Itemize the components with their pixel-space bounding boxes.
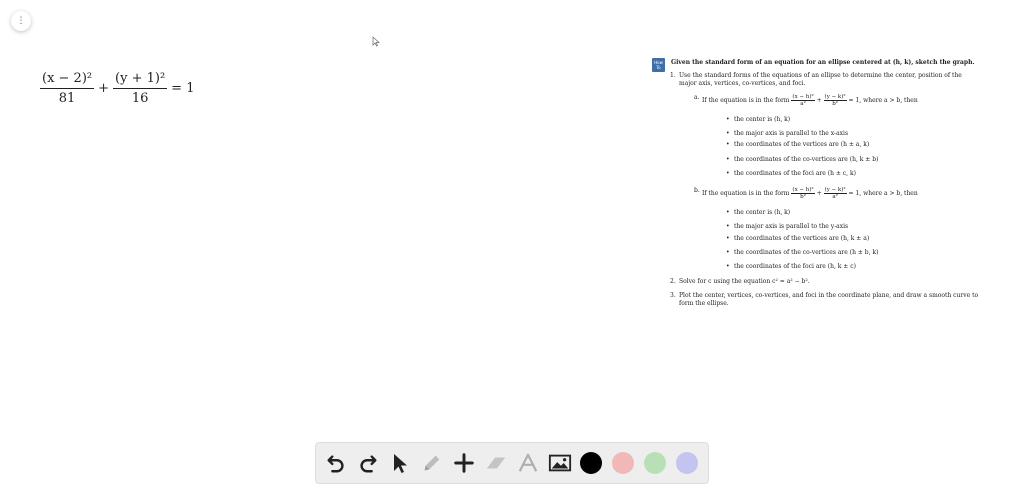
bullet-item: • the coordinates of the foci are (h ± c, k) — [734, 170, 856, 177]
bullet-item: • the center is (h, k) — [734, 209, 790, 216]
ellipse-equation — [40, 71, 198, 106]
substep-suffix: = 1, where a > b, then — [848, 190, 918, 197]
mouse-cursor-icon — [372, 36, 380, 47]
step-text: Use the standard forms of the equations of an ellipse to determine the center, position of the major axis, vertices, co-vertices, and foci. — [679, 72, 962, 87]
select-tool-button[interactable] — [388, 451, 412, 475]
color-swatch-black[interactable] — [580, 452, 602, 474]
bullet-item: • the coordinates of the vertices are (h, k ± a) — [734, 235, 869, 242]
color-swatch-pink[interactable] — [612, 452, 634, 474]
fraction-numerator: (y − k)² — [824, 94, 846, 100]
substep-prefix: If the equation is in the form — [702, 97, 790, 104]
panel-title: Given the standard form of an equation for an ellipse centered at (h, k), sketch the graph. — [671, 59, 975, 66]
undo-icon — [325, 452, 347, 474]
step-text: Solve for c using the equation c² = a² − b². — [679, 278, 810, 285]
image-tool-button[interactable] — [548, 451, 572, 475]
how-to-icon-text: How — [654, 60, 663, 65]
plus-sign: + — [816, 97, 822, 104]
fraction-denominator: b² — [800, 194, 806, 200]
step-text: Plot the center, vertices, co-vertices, and foci in the coordinate plane, and draw a smooth curve to form the ellipse. — [679, 292, 979, 307]
drawing-toolbar — [315, 442, 709, 484]
fraction-numerator: (y + 1)² — [113, 71, 167, 89]
bullet-item: • the major axis is parallel to the x-axis — [734, 130, 848, 137]
add-button[interactable] — [452, 451, 476, 475]
bullet-item: • the coordinates of the foci are (h, k ± c) — [734, 263, 856, 270]
image-icon — [548, 452, 572, 474]
bullet-item: • the coordinates of the vertices are (h ± a, k) — [734, 141, 869, 148]
fraction-denominator: a² — [800, 101, 806, 107]
form-fraction-2 — [824, 94, 847, 107]
step-number: 2. — [670, 278, 676, 285]
equals-one: = 1 — [171, 81, 195, 96]
pencil-icon — [421, 452, 443, 474]
menu-button[interactable]: ⋮ — [11, 11, 31, 31]
form-fraction-2 — [824, 187, 847, 200]
bullet-item: • the major axis is parallel to the y-axis — [734, 223, 848, 230]
redo-button[interactable] — [356, 451, 380, 475]
fraction-numerator: (x − 2)² — [40, 71, 94, 89]
fraction-numerator: (x − h)² — [792, 94, 814, 100]
how-to-icon — [652, 58, 665, 72]
plus-sign: + — [816, 190, 822, 197]
fraction-y-term — [113, 71, 167, 106]
fraction-numerator: (y − k)² — [824, 187, 846, 193]
substep-label: a. — [694, 94, 700, 101]
bullet-item: • the coordinates of the co-vertices are (h ± b, k) — [734, 249, 878, 256]
fraction-denominator: 16 — [131, 91, 149, 106]
form-fraction-1 — [791, 187, 814, 200]
color-swatch-lavender[interactable] — [676, 452, 698, 474]
step-number: 1. — [670, 72, 676, 79]
substep-label: b. — [694, 187, 700, 194]
fraction-denominator: 81 — [58, 91, 76, 106]
substep-b — [694, 187, 918, 200]
bullet-item: • the coordinates of the co-vertices are (h, k ± b) — [734, 156, 878, 163]
substep-suffix: = 1, where a > b, then — [848, 97, 918, 104]
how-to-icon-text: To — [656, 65, 661, 70]
form-fraction-1 — [791, 94, 814, 107]
substep-a — [694, 94, 918, 107]
fraction-denominator: a² — [832, 194, 838, 200]
text-icon — [517, 452, 539, 474]
bullet-item: • the center is (h, k) — [734, 116, 790, 123]
fraction-denominator: b² — [832, 101, 838, 107]
step-number: 3. — [670, 292, 676, 299]
eraser-icon — [484, 452, 508, 474]
fraction-x-term — [40, 71, 94, 106]
step-3 — [670, 292, 979, 308]
fraction-numerator: (x − h)² — [792, 187, 814, 193]
text-tool-button[interactable] — [516, 451, 540, 475]
substep-prefix: If the equation is in the form — [702, 190, 790, 197]
step-1 — [670, 72, 979, 88]
pointer-icon — [390, 452, 410, 474]
add-icon — [453, 452, 475, 474]
eraser-tool-button[interactable] — [484, 451, 508, 475]
step-2 — [670, 278, 979, 286]
pencil-tool-button[interactable] — [420, 451, 444, 475]
color-swatch-green[interactable] — [644, 452, 666, 474]
undo-button[interactable] — [324, 451, 348, 475]
plus-sign: + — [98, 81, 110, 96]
redo-icon — [357, 452, 379, 474]
